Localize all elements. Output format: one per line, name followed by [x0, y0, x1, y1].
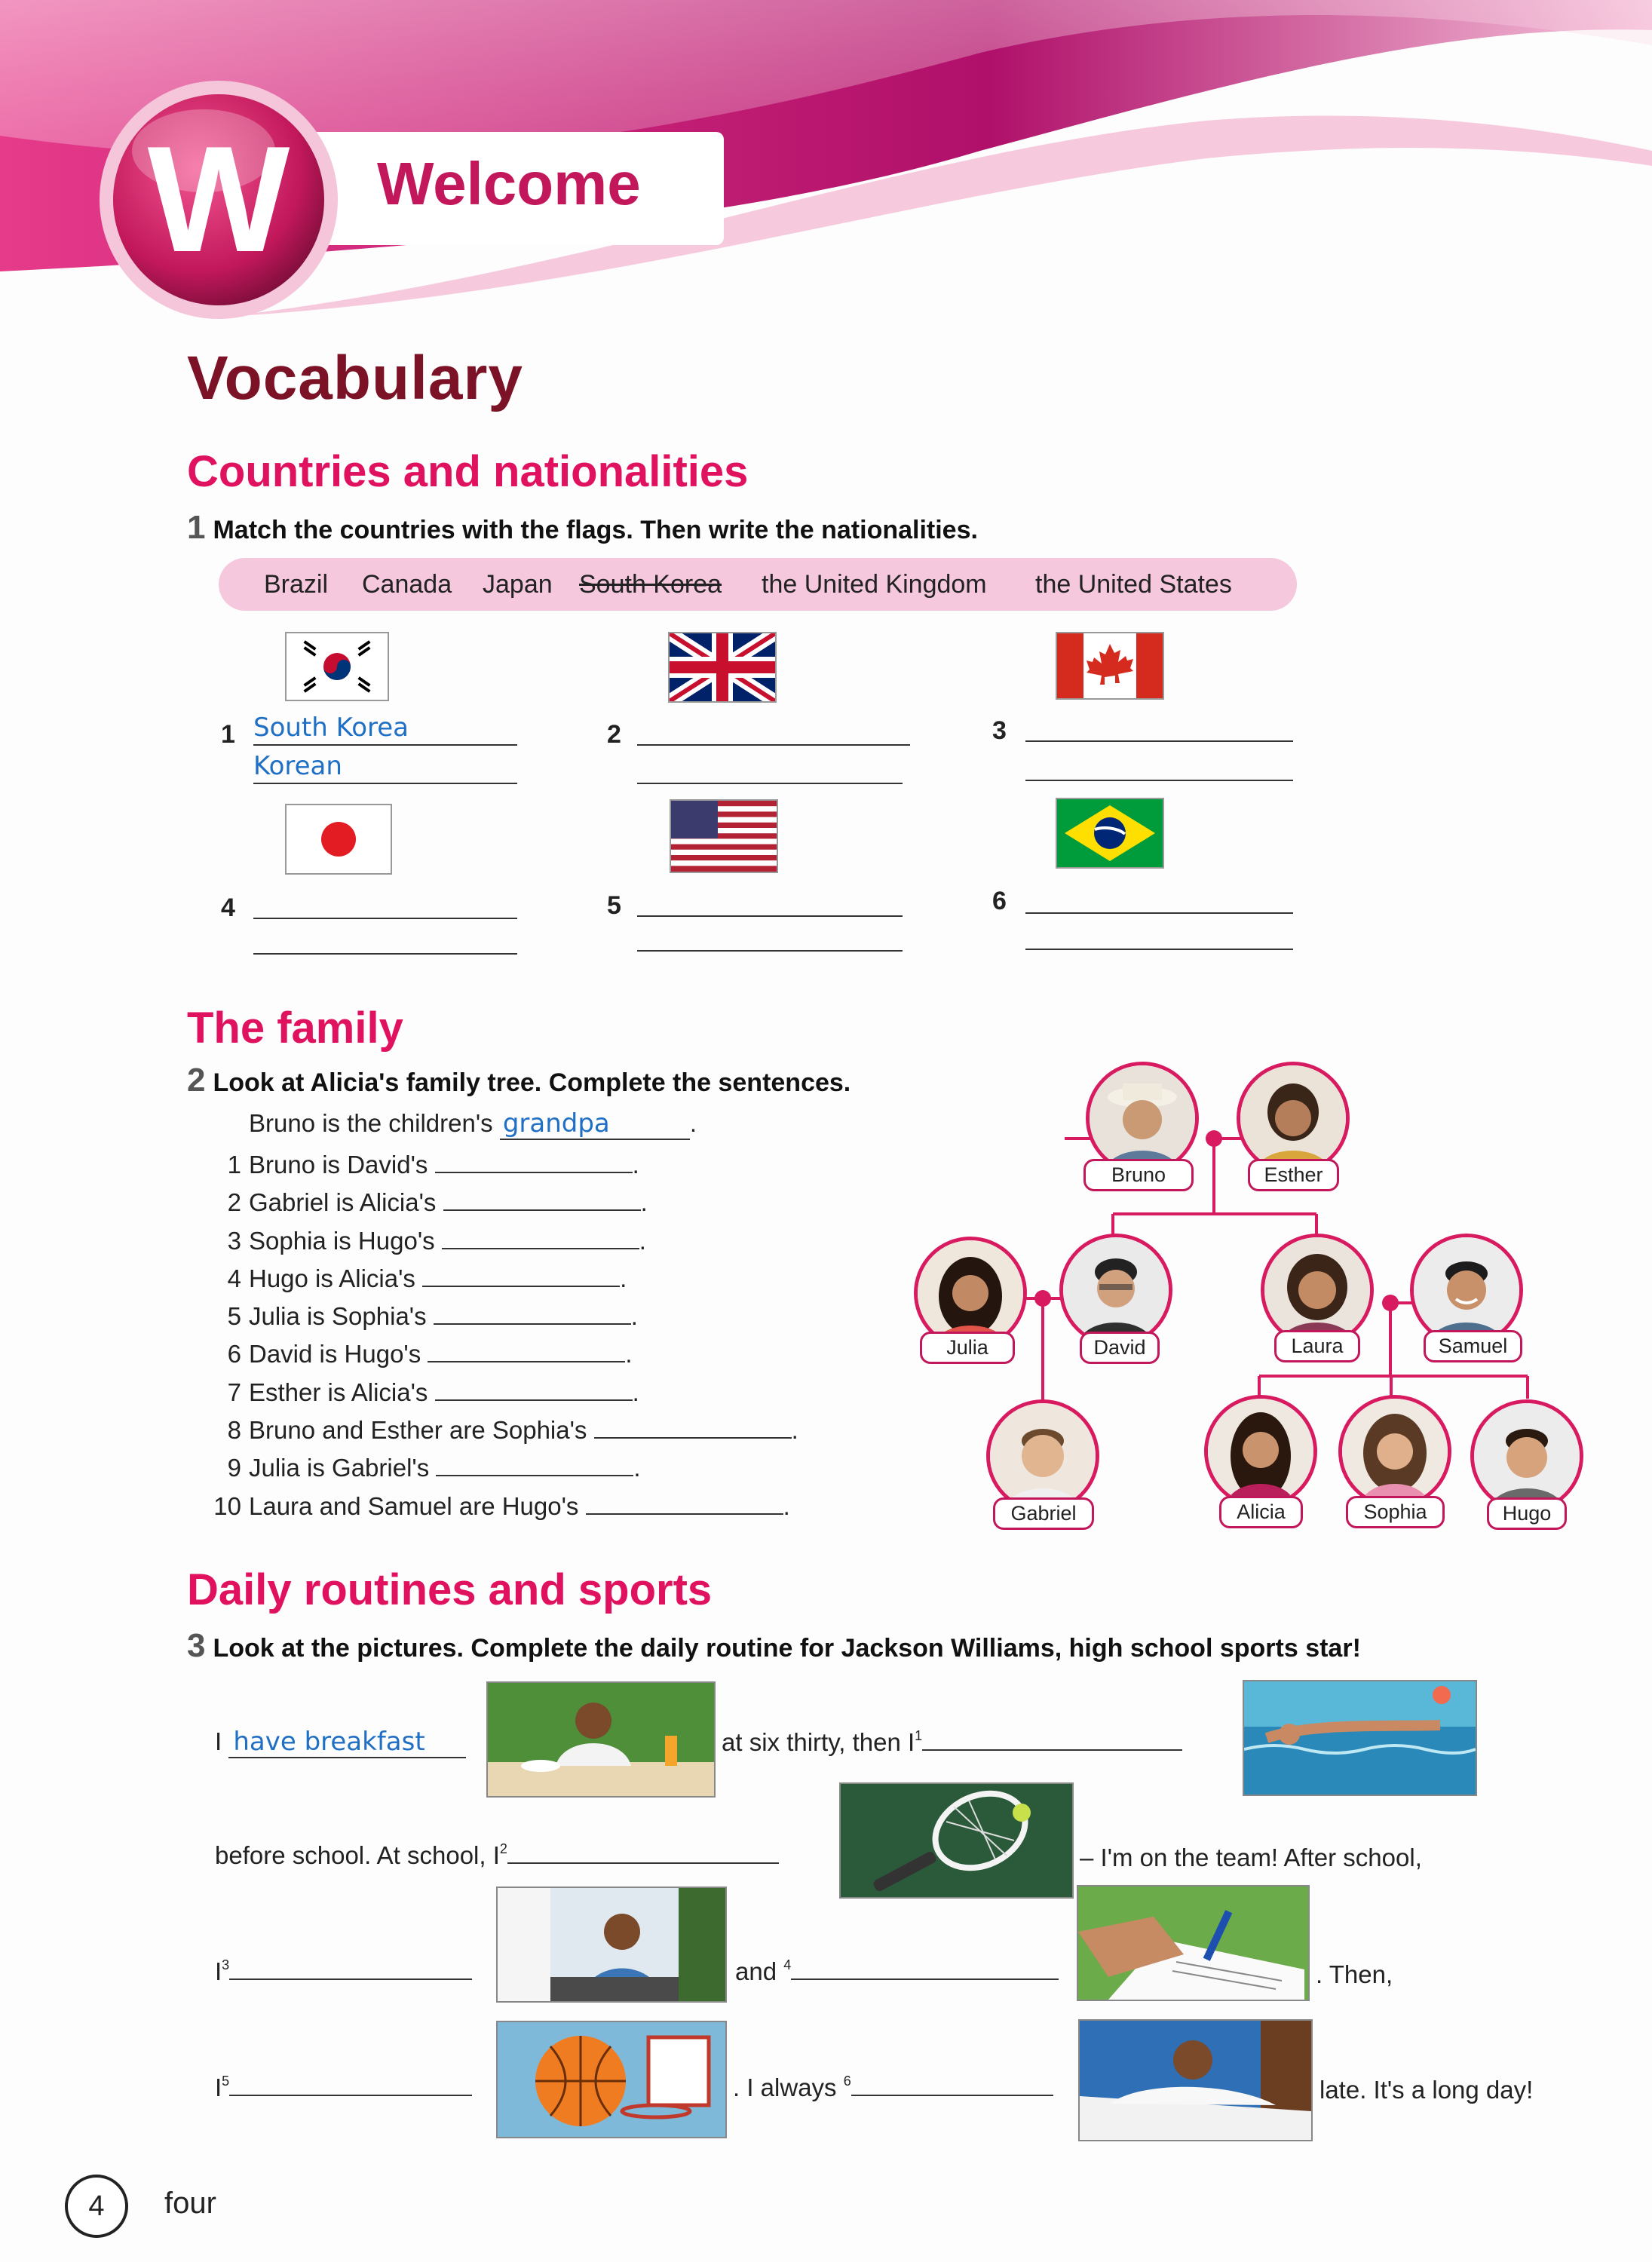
routine-row-3-mid: and $^4$: [735, 1957, 1059, 1986]
answer-line-6a[interactable]: [1025, 881, 1293, 914]
answer-line[interactable]: [428, 1361, 625, 1362]
gabriel-photo: [986, 1399, 1099, 1513]
answer-line[interactable]: [434, 1323, 631, 1325]
alicia-photo: [1204, 1395, 1317, 1508]
basketball-picture: [496, 2021, 727, 2138]
item-number: 1: [221, 720, 235, 749]
routine-row-4-mid: . I always $^6$: [733, 2074, 1053, 2102]
name-sophia: Sophia: [1346, 1496, 1445, 1528]
answer-line-4b[interactable]: [253, 921, 517, 955]
tennis-picture: [839, 1782, 1074, 1899]
answer-line[interactable]: [229, 1978, 472, 1980]
header-title: Welcome: [377, 150, 641, 217]
swimming-picture: [1243, 1680, 1477, 1796]
name-david: David: [1080, 1332, 1160, 1364]
example-answer: have breakfast: [233, 1727, 425, 1757]
name-julia: Julia: [920, 1332, 1015, 1364]
name-esther: Esther: [1248, 1159, 1339, 1191]
answer-line-2a[interactable]: [637, 713, 910, 746]
page-number-badge: [65, 2175, 128, 2238]
answer-line[interactable]: [851, 2095, 1053, 2096]
item-number: 4: [221, 893, 235, 922]
sentence-8: 8 Bruno and Esther are Sophia's .: [227, 1416, 798, 1445]
breakfast-picture: [486, 1681, 716, 1798]
family-heading: The family: [187, 1004, 403, 1053]
header-badge-letter: W: [147, 115, 290, 284]
routine-row-4-start: $I^5$: [215, 2074, 472, 2102]
sentence-3: 3 Sophia is Hugo's .: [227, 1226, 646, 1255]
name-hugo: Hugo: [1487, 1497, 1567, 1530]
countries-heading: Countries and nationalities: [187, 447, 749, 496]
answer-line-5a[interactable]: [637, 884, 903, 917]
answer-line[interactable]: [422, 1286, 620, 1287]
routine-row-1-start: I have breakfast: [215, 1727, 466, 1758]
example-answer: grandpa: [502, 1108, 610, 1139]
answer-line[interactable]: [435, 1399, 633, 1401]
word-bank-item: Japan: [483, 570, 553, 599]
name-samuel: Samuel: [1424, 1330, 1522, 1362]
hugo-photo: [1470, 1399, 1583, 1513]
answer-line[interactable]: [229, 2095, 472, 2096]
sentence-9: 9 Julia is Gabriel's .: [227, 1454, 641, 1482]
item-number: 2: [607, 720, 621, 749]
answer-line-3b[interactable]: [1025, 748, 1293, 781]
word-bank-item: Brazil: [264, 570, 329, 599]
answer-line-1a[interactable]: [253, 713, 517, 746]
usa-flag: [670, 799, 778, 873]
instruction-text: Match the countries with the flags. Then write the nationalities.: [213, 516, 978, 544]
sleeping-picture: [1078, 2019, 1313, 2141]
exercise-number: 3: [187, 1627, 206, 1664]
answer-line[interactable]: [922, 1749, 1182, 1751]
vocabulary-heading: Vocabulary: [187, 344, 523, 412]
sophia-photo: [1338, 1395, 1451, 1508]
page-number: 4: [88, 2190, 105, 2222]
example-text: Bruno is the children's: [249, 1109, 493, 1137]
answer-line[interactable]: [594, 1437, 792, 1439]
routine-row-3-start: $I^3$: [215, 1957, 472, 1986]
instruction-text: Look at the pictures. Complete the daily routine for Jackson Williams, high school sports star!: [213, 1634, 1361, 1663]
answer-line-1b[interactable]: [253, 751, 517, 784]
sentence-2: 2 Gabriel is Alicia's .: [227, 1188, 648, 1217]
answer-line[interactable]: [228, 1727, 466, 1758]
routine-row-2-end: – I'm on the team! After school,: [1080, 1844, 1422, 1871]
exercise-number: 2: [187, 1062, 206, 1099]
answer-line[interactable]: [791, 1978, 1059, 1980]
sentence-4: 4 Hugo is Alicia's .: [227, 1264, 627, 1292]
routine-row-1-mid: at six thirty, then $I^1$: [722, 1728, 1182, 1757]
item-number: 5: [607, 891, 621, 920]
answer-nationality-1: Korean: [253, 751, 342, 781]
exercise-number: 1: [187, 509, 206, 546]
routines-instruction: [187, 1627, 1361, 1665]
family-instruction: [187, 1062, 851, 1099]
family-sentences: [204, 1146, 798, 1525]
answer-line[interactable]: [442, 1248, 639, 1249]
family-example: Bruno is the children's grandpa .: [249, 1108, 697, 1139]
answer-line[interactable]: [507, 1862, 779, 1864]
countries-instruction: [187, 509, 978, 547]
routine-row-2-start: before school. At school, $I^2$: [215, 1841, 779, 1870]
homework-picture: [496, 1887, 727, 2003]
sentence-10: 10 Laura and Samuel are Hugo's .: [213, 1491, 790, 1520]
answer-line-5b[interactable]: [637, 918, 903, 952]
sentence-7: 7 Esther is Alicia's .: [227, 1378, 639, 1406]
name-alicia: Alicia: [1219, 1496, 1303, 1528]
answer-line-6b[interactable]: [1025, 917, 1293, 950]
answer-line-4a[interactable]: [253, 886, 517, 919]
sentence-6: 6 David is Hugo's .: [227, 1340, 633, 1369]
routines-heading: Daily routines and sports: [187, 1565, 713, 1614]
esther-photo: [1237, 1062, 1350, 1175]
david-photo: [1059, 1234, 1172, 1347]
writing-picture: [1077, 1885, 1310, 2001]
instruction-text: Look at Alicia's family tree. Complete the sentences.: [213, 1068, 851, 1097]
sentence-1: 1 Bruno is David's .: [227, 1151, 639, 1179]
answer-line[interactable]: [586, 1513, 783, 1515]
answer-country-1: South Korea: [253, 713, 409, 743]
answer-line[interactable]: [436, 1475, 633, 1476]
name-gabriel: Gabriel: [993, 1497, 1094, 1530]
japan-flag: [285, 804, 392, 875]
bruno-photo: [1086, 1062, 1199, 1175]
answer-line-3a[interactable]: [1025, 709, 1293, 742]
word-bank-item: Canada: [362, 570, 452, 599]
item-number: 6: [992, 887, 1007, 915]
answer-line[interactable]: [435, 1172, 633, 1173]
brazil-flag: [1056, 798, 1164, 869]
word-bank-item-crossed: South Korea: [579, 570, 722, 599]
name-laura: Laura: [1274, 1330, 1360, 1362]
uk-flag: [668, 632, 777, 703]
word-bank-item: the United States: [1035, 570, 1232, 599]
answer-line-2b[interactable]: [637, 751, 903, 784]
canada-flag: [1056, 632, 1164, 700]
answer-line[interactable]: [443, 1209, 641, 1211]
south-korea-flag: [285, 632, 389, 701]
sentence-5: 5 Julia is Sophia's .: [227, 1302, 638, 1331]
routine-row-4-end: late. It's a long day!: [1319, 2076, 1534, 2104]
item-number: 3: [992, 716, 1007, 745]
word-bank-item: the United Kingdom: [762, 570, 987, 599]
example-answer-line[interactable]: [500, 1108, 690, 1140]
page-word: four: [164, 2187, 216, 2220]
name-bruno: Bruno: [1083, 1159, 1194, 1191]
routine-row-3-end: . Then,: [1316, 1960, 1393, 1988]
word-bank: [219, 558, 1297, 611]
